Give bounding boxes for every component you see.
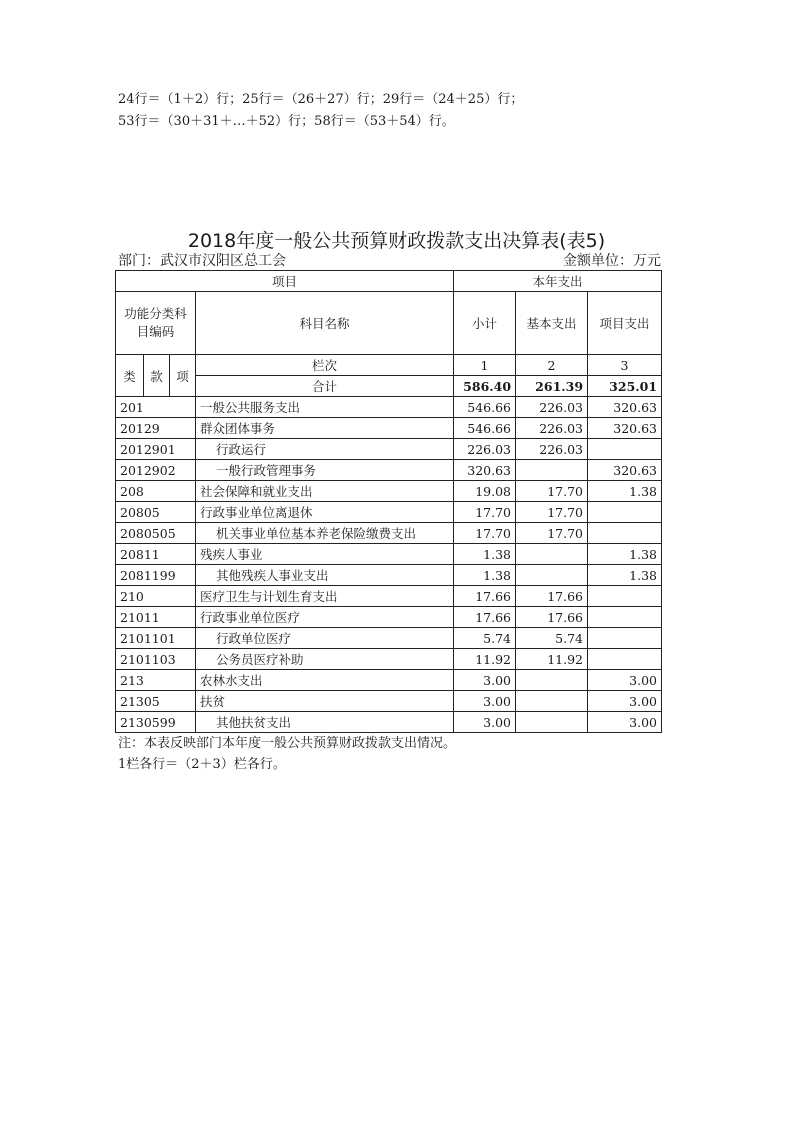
- row-project: [588, 523, 662, 544]
- row-subject-name: 机关事业单位基本养老保险缴费支出: [196, 523, 454, 544]
- header-row-3: [116, 355, 662, 376]
- row-subject-name: 一般行政管理事务: [196, 460, 454, 481]
- row-subtotal: 320.63: [454, 460, 516, 481]
- row-project: 3.00: [588, 691, 662, 712]
- row-code: 201: [116, 397, 196, 418]
- row-project: [588, 502, 662, 523]
- header-current-year: 本年支出: [454, 271, 662, 292]
- total-subtotal: 586.40: [454, 376, 516, 397]
- row-project: 1.38: [588, 481, 662, 502]
- row-subject-name: 残疾人事业: [196, 544, 454, 565]
- row-project: 1.38: [588, 544, 662, 565]
- table-row: [116, 607, 662, 628]
- row-project: [588, 628, 662, 649]
- row-project: 3.00: [588, 712, 662, 733]
- row-basic: [516, 712, 588, 733]
- row-basic: 17.70: [516, 502, 588, 523]
- row-subject-name: 其他残疾人事业支出: [196, 565, 454, 586]
- row-subtotal: 1.38: [454, 544, 516, 565]
- table-row: [116, 670, 662, 691]
- row-code: 21305: [116, 691, 196, 712]
- row-code: 20805: [116, 502, 196, 523]
- row-code: 2101103: [116, 649, 196, 670]
- row-subtotal: 17.66: [454, 586, 516, 607]
- row-basic: [516, 565, 588, 586]
- header-row-1: [116, 271, 662, 292]
- row-code: 2101101: [116, 628, 196, 649]
- row-subtotal: 5.74: [454, 628, 516, 649]
- header-func-code: 功能分类科目编码: [116, 292, 196, 355]
- row-subject-name: 一般公共服务支出: [196, 397, 454, 418]
- header-col2: 2: [516, 355, 588, 376]
- footnote-line-1: 注：本表反映部门本年度一般公共预算财政拨款支出情况。: [118, 736, 457, 751]
- row-subtotal: 226.03: [454, 439, 516, 460]
- formula-note-line-1: 24行＝（1＋2）行；25行＝（26＋27）行；29行＝（24＋25）行；: [118, 92, 524, 107]
- table-row: [116, 586, 662, 607]
- row-subject-name: 群众团体事务: [196, 418, 454, 439]
- row-code: 2130599: [116, 712, 196, 733]
- row-code: 210: [116, 586, 196, 607]
- total-row: [116, 376, 662, 397]
- row-subtotal: 17.70: [454, 523, 516, 544]
- row-subject-name: 扶贫: [196, 691, 454, 712]
- header-row-2: [116, 292, 662, 355]
- row-subject-name: 医疗卫生与计划生育支出: [196, 586, 454, 607]
- row-code: 2012901: [116, 439, 196, 460]
- row-project: [588, 439, 662, 460]
- row-code: 2080505: [116, 523, 196, 544]
- row-basic: [516, 670, 588, 691]
- department-label: 部门：武汉市汉阳区总工会: [118, 253, 286, 269]
- header-subject-name: 科目名称: [196, 292, 454, 355]
- header-basic: 基本支出: [516, 292, 588, 355]
- row-basic: [516, 691, 588, 712]
- row-project: 320.63: [588, 397, 662, 418]
- total-project: 325.01: [588, 376, 662, 397]
- table-row: [116, 523, 662, 544]
- header-col1: 1: [454, 355, 516, 376]
- table-row: [116, 649, 662, 670]
- row-subject-name: 公务员医疗补助: [196, 649, 454, 670]
- table-row: [116, 418, 662, 439]
- row-subject-name: 行政运行: [196, 439, 454, 460]
- row-basic: 5.74: [516, 628, 588, 649]
- table-row: [116, 712, 662, 733]
- row-project: [588, 607, 662, 628]
- row-basic: [516, 544, 588, 565]
- row-subtotal: 19.08: [454, 481, 516, 502]
- header-column-order: 栏次: [196, 355, 454, 376]
- row-subtotal: 17.70: [454, 502, 516, 523]
- row-project: 3.00: [588, 670, 662, 691]
- amount-unit-label: 金额单位：万元: [563, 253, 661, 269]
- header-project-exp: 项目支出: [588, 292, 662, 355]
- table-row: [116, 460, 662, 481]
- row-basic: 17.70: [516, 481, 588, 502]
- row-subtotal: 3.00: [454, 670, 516, 691]
- row-code: 2081199: [116, 565, 196, 586]
- row-code: 2012902: [116, 460, 196, 481]
- formula-note-line-2: 53行＝（30＋31＋…＋52）行；58行＝（53＋54）行。: [118, 114, 455, 129]
- row-subject-name: 行政事业单位离退休: [196, 502, 454, 523]
- table-row: [116, 544, 662, 565]
- table-row: [116, 565, 662, 586]
- row-subtotal: 546.66: [454, 397, 516, 418]
- row-subject-name: 其他扶贫支出: [196, 712, 454, 733]
- row-basic: 11.92: [516, 649, 588, 670]
- table-row: [116, 628, 662, 649]
- row-subject-name: 农林水支出: [196, 670, 454, 691]
- row-basic: 17.66: [516, 586, 588, 607]
- row-subject-name: 行政单位医疗: [196, 628, 454, 649]
- row-project: [588, 586, 662, 607]
- table-row: [116, 397, 662, 418]
- row-code: 208: [116, 481, 196, 502]
- row-basic: 17.66: [516, 607, 588, 628]
- header-kuan: 款: [144, 355, 170, 397]
- footnote-line-2: 1栏各行＝（2＋3）栏各行。: [118, 757, 286, 772]
- row-code: 21011: [116, 607, 196, 628]
- table-row: [116, 691, 662, 712]
- table-row: [116, 439, 662, 460]
- row-subtotal: 1.38: [454, 565, 516, 586]
- row-subtotal: 11.92: [454, 649, 516, 670]
- total-basic: 261.39: [516, 376, 588, 397]
- header-lei: 类: [116, 355, 144, 397]
- budget-table: [115, 270, 662, 733]
- row-basic: 226.03: [516, 418, 588, 439]
- header-subtotal: 小计: [454, 292, 516, 355]
- row-project: 320.63: [588, 460, 662, 481]
- row-project: [588, 649, 662, 670]
- row-subject-name: 行政事业单位医疗: [196, 607, 454, 628]
- row-subtotal: 3.00: [454, 691, 516, 712]
- row-basic: 17.70: [516, 523, 588, 544]
- row-project: 320.63: [588, 418, 662, 439]
- row-project: 1.38: [588, 565, 662, 586]
- row-subtotal: 546.66: [454, 418, 516, 439]
- row-code: 20811: [116, 544, 196, 565]
- row-code: 213: [116, 670, 196, 691]
- header-project: 项目: [116, 271, 454, 292]
- row-subtotal: 3.00: [454, 712, 516, 733]
- total-label: 合计: [196, 376, 454, 397]
- row-code: 20129: [116, 418, 196, 439]
- page-title: 2018年度一般公共预算财政拨款支出决算表(表5): [187, 230, 606, 252]
- header-xiang: 项: [170, 355, 196, 397]
- header-col3: 3: [588, 355, 662, 376]
- row-basic: [516, 460, 588, 481]
- table-row: [116, 502, 662, 523]
- row-basic: 226.03: [516, 397, 588, 418]
- row-basic: 226.03: [516, 439, 588, 460]
- row-subject-name: 社会保障和就业支出: [196, 481, 454, 502]
- table-row: [116, 481, 662, 502]
- row-subtotal: 17.66: [454, 607, 516, 628]
